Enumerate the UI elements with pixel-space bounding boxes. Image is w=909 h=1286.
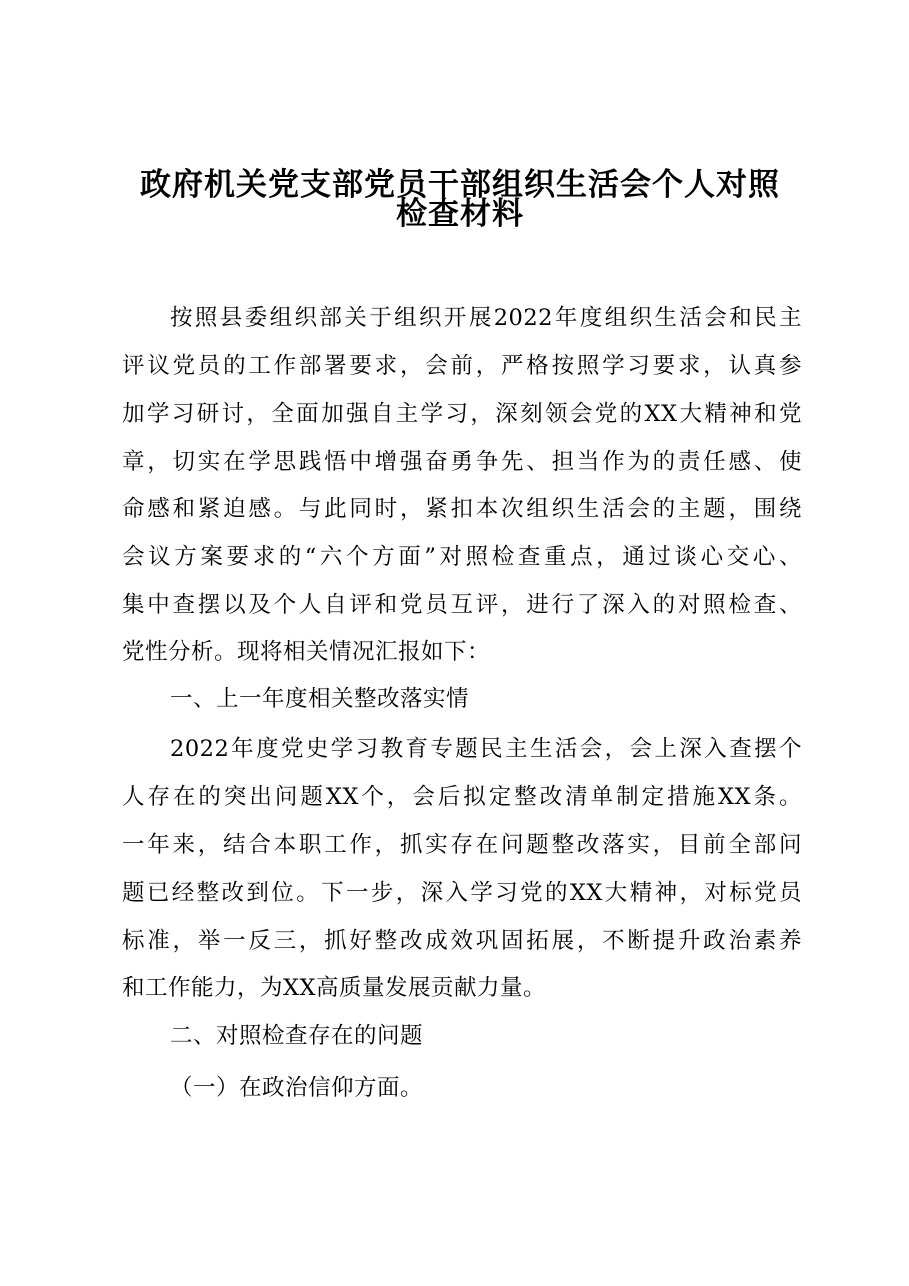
- subsection-heading-1: （一）在政治信仰方面。: [170, 1075, 424, 1101]
- paragraph-1-line: 集中查摆以及个人自评和党员互评，进行了深入的对照检查、: [122, 592, 802, 618]
- paragraph-1-line: 评议党员的工作部署要求，会前，严格按照学习要求，认真参: [122, 353, 802, 379]
- paragraph-2-line: 一年来，结合本职工作，抓实存在问题整改落实，目前全部问: [122, 832, 802, 858]
- paragraph-1-line: 党性分析。现将相关情况汇报如下：: [122, 639, 491, 665]
- paragraph-1-line: 命感和紧迫感。与此同时，紧扣本次组织生活会的主题，围绕: [122, 496, 802, 522]
- paragraph-2-line: 和工作能力，为XX高质量发展贡献力量。: [122, 975, 547, 1001]
- document-title-line-1: 政府机关党支部党员干部组织生活会个人对照: [140, 167, 780, 203]
- paragraph-2-line: 人存在的突出问题XX个，会后拟定整改清单制定措施XX条。: [122, 784, 802, 810]
- paragraph-2-line: 题已经整改到位。下一步，深入学习党的XX大精神，对标党员: [122, 880, 802, 906]
- paragraph-1-line: 按照县委组织部关于组织开展2022年度组织生活会和民主: [170, 305, 802, 331]
- document-title-line-2: 检查材料: [396, 196, 524, 232]
- paragraph-1-line: 会议方案要求的“六个方面”对照检查重点，通过谈心交心、: [122, 544, 802, 570]
- paragraph-2-line: 标准，举一反三，抓好整改成效巩固拓展，不断提升政治素养: [122, 928, 802, 954]
- paragraph-1-line: 章，切实在学思践悟中增强奋勇争先、担当作为的责任感、使: [122, 449, 802, 475]
- section-heading-2: 二、对照检查存在的问题: [170, 1023, 424, 1049]
- paragraph-1-line: 加学习研讨，全面加强自主学习，深刻领会党的XX大精神和党: [122, 401, 802, 427]
- section-heading-1: 一、上一年度相关整改落实情: [170, 686, 470, 712]
- paragraph-2-line: 2022年度党史学习教育专题民主生活会，会上深入查摆个: [170, 736, 802, 762]
